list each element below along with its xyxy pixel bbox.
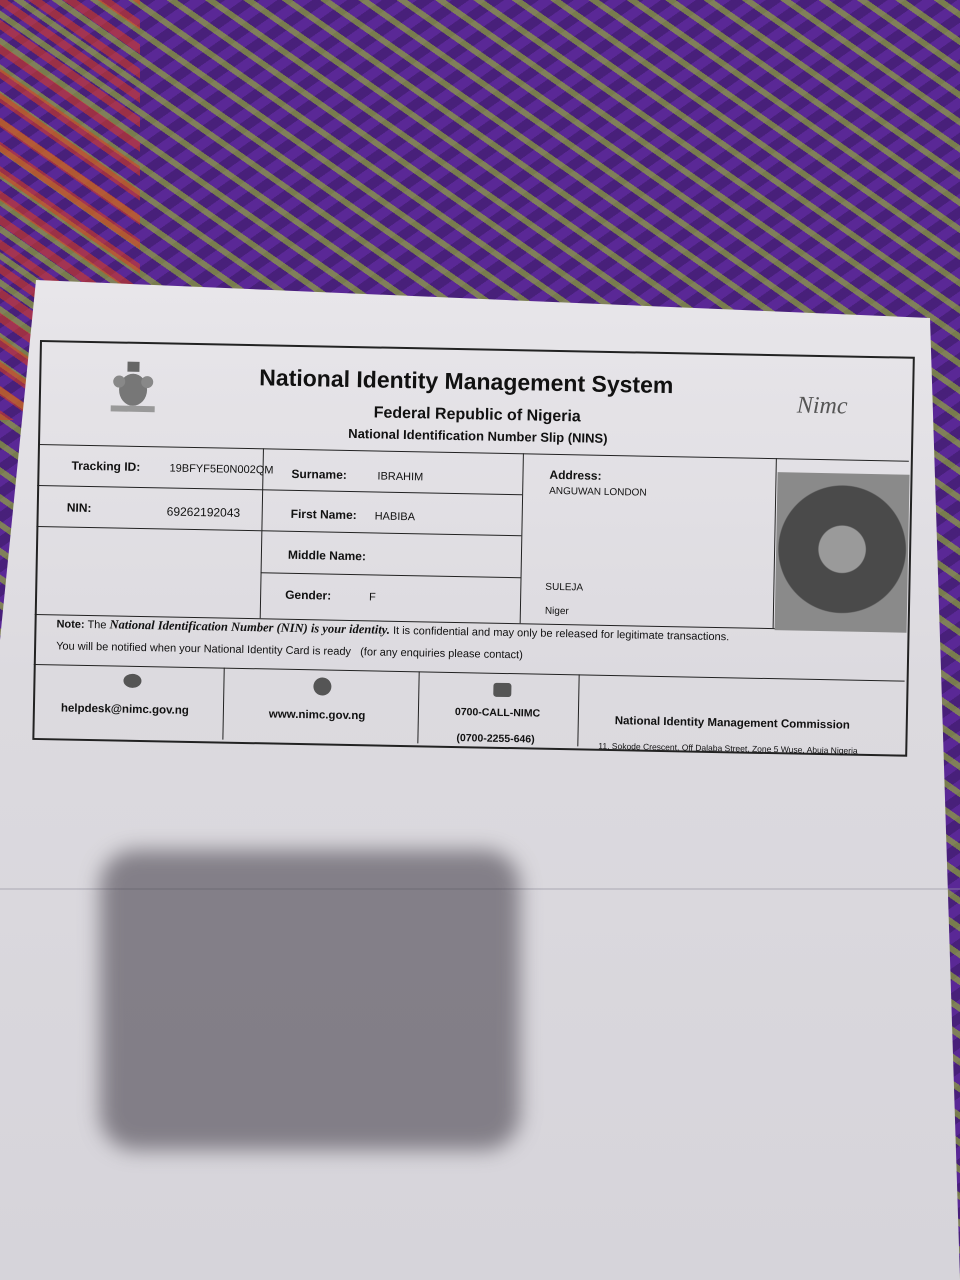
address-label: Address: xyxy=(549,467,602,483)
first-name-label: First Name: xyxy=(290,506,357,523)
country-subtitle: Federal Republic of Nigeria xyxy=(373,404,581,426)
middle-name-label: Middle Name: xyxy=(287,547,367,564)
address-line-3: Niger xyxy=(544,605,569,618)
page-title: National Identity Management System xyxy=(259,364,674,399)
website-link[interactable]: www.nimc.gov.ng xyxy=(268,708,366,723)
address-line-1: ANGUWAN LONDON xyxy=(549,485,647,499)
phone-number-text: 0700-CALL-NIMC xyxy=(454,706,541,720)
note-the: The xyxy=(87,618,107,632)
note-line-2-text: You will be notified when your National Identity Card is ready xyxy=(56,640,352,659)
helpdesk-email[interactable]: helpdesk@nimc.gov.ng xyxy=(60,702,189,717)
note-line-2-paren: (for any enquiries please contact) xyxy=(360,646,523,662)
tracking-id-label: Tracking ID: xyxy=(71,458,141,474)
phone-number-digits: (0700-2255-646) xyxy=(456,732,535,746)
phone-icon xyxy=(493,683,511,697)
nin-value: 69262192043 xyxy=(166,504,241,520)
gender-label: Gender: xyxy=(285,587,332,603)
org-address: 11, Sokode Crescent, Off Dalaba Street, Zone 5 Wuse, Abuja Nigeria xyxy=(598,740,858,756)
email-icon xyxy=(123,674,141,688)
surname-value: IBRAHIM xyxy=(377,470,424,484)
note-emphasis: National Identification Number (NIN) is your identity. xyxy=(109,617,391,637)
gender-value: F xyxy=(369,591,376,604)
note-prefix: Note: xyxy=(56,618,85,631)
note-rest: It is confidential and may only be released for legitimate transactions. xyxy=(392,624,730,644)
phone-shadow xyxy=(100,850,520,1150)
surname-label: Surname: xyxy=(291,466,347,482)
nin-slip xyxy=(32,340,915,767)
tracking-id-value: 19BFYF5E0N002QM xyxy=(169,462,274,477)
first-name-value: HABIBA xyxy=(374,510,416,524)
nimc-logo: Nimc xyxy=(796,392,848,420)
org-name: National Identity Management Commission xyxy=(614,715,851,732)
slip-title: National Identification Number Slip (NINS) xyxy=(348,425,608,446)
coat-of-arms-icon xyxy=(101,355,166,416)
nin-label: NIN: xyxy=(66,500,92,516)
address-line-2: SULEJA xyxy=(545,581,584,594)
passport-photo xyxy=(775,472,910,633)
